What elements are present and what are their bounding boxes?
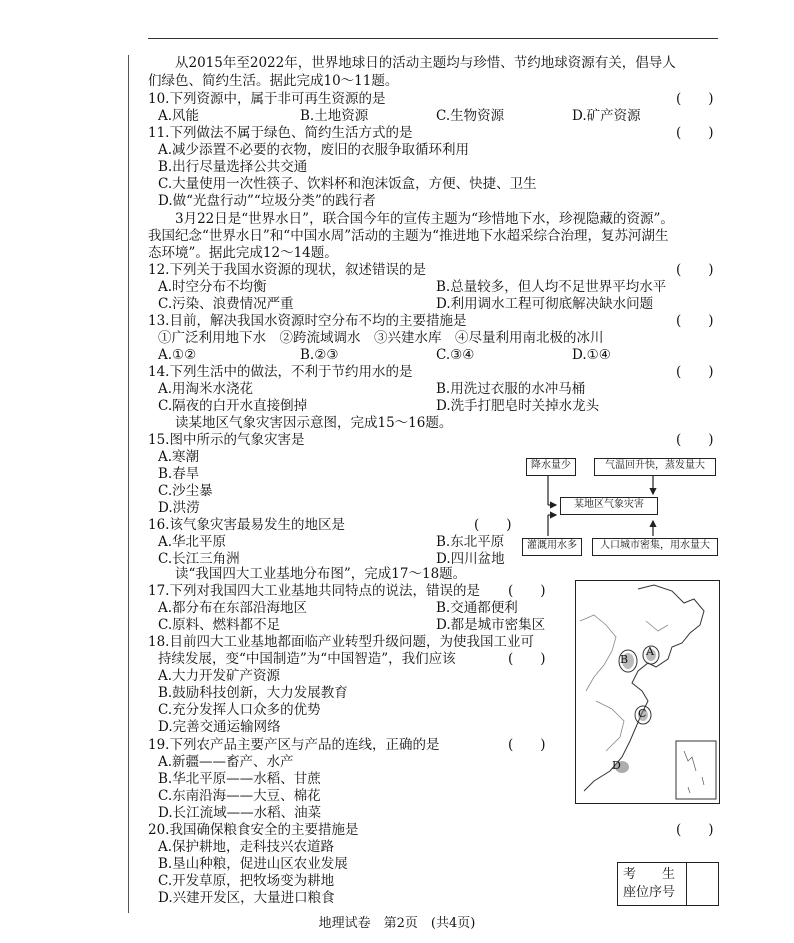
option: A.减少添置不必要的衣物，废旧的衣服争取循环利用 bbox=[158, 142, 470, 158]
option: D.兴建开发区，大量进口粮食 bbox=[158, 890, 335, 906]
option: D.洗手打肥皂时关掉水龙头 bbox=[436, 398, 600, 414]
answer-paren: ( ) bbox=[676, 364, 714, 380]
seat-label-line1: 考 生 bbox=[623, 867, 676, 882]
option: B.春旱 bbox=[158, 466, 200, 482]
option: B.东北平原 bbox=[436, 534, 505, 550]
seat-number-box bbox=[617, 862, 719, 906]
map-label-a: A bbox=[646, 645, 654, 658]
intro-text: 读某地区气象灾害因示意图，完成15～16题。 bbox=[148, 415, 453, 431]
option: B.交通都便利 bbox=[436, 600, 518, 616]
option: A.风能 bbox=[158, 108, 200, 124]
option: C.大量使用一次性筷子、饮料杯和泡沫饭盒，方便、快捷、卫生 bbox=[158, 176, 537, 192]
question-stem: 17.下列对我国四大工业基地共同特点的说法，错误的是 bbox=[148, 583, 480, 599]
seat-label-line2: 座位序号 bbox=[623, 885, 676, 900]
question-stem: 15.图中所示的气象灾害是 bbox=[148, 432, 305, 448]
option: A.用淘米水浇花 bbox=[158, 381, 254, 397]
option: D.完善交通运输网络 bbox=[158, 719, 281, 735]
option: B.华北平原——水稻、甘蔗 bbox=[158, 771, 321, 787]
map-label-c: C bbox=[638, 707, 647, 720]
option: A.都分布在东部沿海地区 bbox=[158, 600, 308, 616]
option: B.土地资源 bbox=[300, 108, 369, 124]
question-stem: 18.目前四大工业基地都面临产业转型升级问题，为使我国工业可 bbox=[148, 634, 534, 650]
page-footer: 地理试卷 第2页 (共4页) bbox=[318, 916, 476, 931]
industrial-bases-map bbox=[575, 580, 720, 804]
option: C.生物资源 bbox=[436, 108, 505, 124]
answer-paren: ( ) bbox=[676, 313, 714, 329]
option: B.鼓励科技创新，大力发展教育 bbox=[158, 685, 348, 701]
option: D.利用调水工程可彻底解决缺水问题 bbox=[436, 296, 654, 312]
option: D.做“光盘行动”“垃圾分类”的践行者 bbox=[158, 193, 376, 209]
intro-text: 我国纪念“世界水日”和“中国水周”活动的主题为“推进地下水超采综合治理，复苏河湖生 bbox=[148, 228, 669, 244]
option: A.保护耕地，走科技兴农道路 bbox=[158, 839, 335, 855]
option: C.隔夜的白开水直接倒掉 bbox=[158, 398, 308, 414]
question-stem: 11.下列做法不属于绿色、简约生活方式的是 bbox=[148, 125, 413, 141]
answer-paren: ( ) bbox=[474, 517, 512, 533]
option: A.寒潮 bbox=[158, 449, 200, 465]
answer-paren: ( ) bbox=[676, 91, 714, 107]
option: B.出行尽量选择公共交通 bbox=[158, 159, 308, 175]
answer-paren: ( ) bbox=[508, 583, 546, 599]
option: D.长江流域——水稻、油菜 bbox=[158, 805, 322, 821]
diagram-box-evaporation: 气温回升快，蒸发量大 bbox=[594, 458, 716, 476]
diagram-box-urban-water-use: 人口城市密集，用水量大 bbox=[592, 538, 718, 556]
option: B.垦山种粮，促进山区农业发展 bbox=[158, 856, 348, 872]
option: C.污染、浪费情况严重 bbox=[158, 296, 294, 312]
option: D.①④ bbox=[572, 347, 611, 363]
option: A.新疆——畜产、水产 bbox=[158, 754, 294, 770]
option: C.长江三角洲 bbox=[158, 551, 240, 567]
binding-margin-line bbox=[128, 55, 129, 913]
diagram-box-low-rainfall: 降水量少 bbox=[526, 458, 576, 476]
option: A.时空分布不均衡 bbox=[158, 279, 267, 295]
answer-paren: ( ) bbox=[676, 822, 714, 838]
answer-paren: ( ) bbox=[676, 262, 714, 278]
map-label-d: D bbox=[612, 759, 621, 772]
question-stem: 16.该气象灾害最易发生的地区是 bbox=[148, 517, 345, 533]
option: D.矿产资源 bbox=[572, 108, 641, 124]
diagram-box-disaster: 某地区气象灾害 bbox=[560, 497, 658, 515]
china-east-outline bbox=[576, 581, 719, 803]
option: B.②③ bbox=[300, 347, 339, 363]
option: B.用洗过衣服的水冲马桶 bbox=[436, 381, 586, 397]
answer-paren: ( ) bbox=[676, 432, 714, 448]
option: A.大力开发矿产资源 bbox=[158, 668, 281, 684]
question-stem-cont: 持续发展，变“中国制造”为“中国智造”，我们应该 bbox=[158, 651, 456, 667]
answer-paren: ( ) bbox=[508, 737, 546, 753]
option: B.总量较多，但人均不足世界平均水平 bbox=[436, 279, 667, 295]
answer-paren: ( ) bbox=[676, 125, 714, 141]
option: C.沙尘暴 bbox=[158, 483, 213, 499]
option: C.东南沿海——大豆、棉花 bbox=[158, 788, 321, 804]
question-stem: 12.下列关于我国水资源的现状，叙述错误的是 bbox=[148, 262, 426, 278]
option: D.四川盆地 bbox=[436, 551, 505, 567]
choice-list: ①广泛利用地下水 ②跨流域调水 ③兴建水库 ④尽量利用南北极的冰川 bbox=[158, 330, 604, 346]
question-stem: 19.下列农产品主要产区与产品的连线，正确的是 bbox=[148, 737, 440, 753]
intro-text: 从2015年至2022年，世界地球日的活动主题均与珍惜、节约地球资源有关，倡导人 bbox=[148, 55, 676, 71]
option: D.都是城市密集区 bbox=[436, 617, 546, 633]
weather-disaster-diagram bbox=[518, 455, 718, 560]
question-stem: 20.我国确保粮食安全的主要措施是 bbox=[148, 822, 359, 838]
option: A.①② bbox=[158, 347, 197, 363]
option: A.华北平原 bbox=[158, 534, 227, 550]
intro-text: 态环境”。据此完成12～14题。 bbox=[148, 245, 338, 261]
question-stem: 14.下列生活中的做法，不利于节约用水的是 bbox=[148, 364, 413, 380]
top-rule bbox=[148, 38, 718, 39]
question-stem: 13.目前，解决我国水资源时空分布不均的主要措施是 bbox=[148, 313, 467, 329]
intro-text: 读“我国四大工业基地分布图”，完成17～18题。 bbox=[148, 566, 467, 582]
map-label-b: B bbox=[620, 653, 629, 666]
option: C.开发草原，把牧场变为耕地 bbox=[158, 873, 335, 889]
answer-paren: ( ) bbox=[508, 651, 546, 667]
diagram-box-irrigation: 灌溉用水多 bbox=[522, 538, 582, 556]
option: C.原料、燃料都不足 bbox=[158, 617, 281, 633]
option: C.③④ bbox=[436, 347, 475, 363]
seat-label bbox=[618, 863, 687, 905]
option: C.充分发挥人口众多的优势 bbox=[158, 702, 321, 718]
option: D.洪涝 bbox=[158, 500, 200, 516]
question-stem: 10.下列资源中，属于非可再生资源的是 bbox=[148, 91, 386, 107]
intro-text: 们绿色、简约生活。据此完成10～11题。 bbox=[148, 73, 399, 89]
intro-text: 3月22日是“世界水日”，联合国今年的宣传主题为“珍惜地下水，珍视隐藏的资源”。 bbox=[148, 211, 674, 227]
